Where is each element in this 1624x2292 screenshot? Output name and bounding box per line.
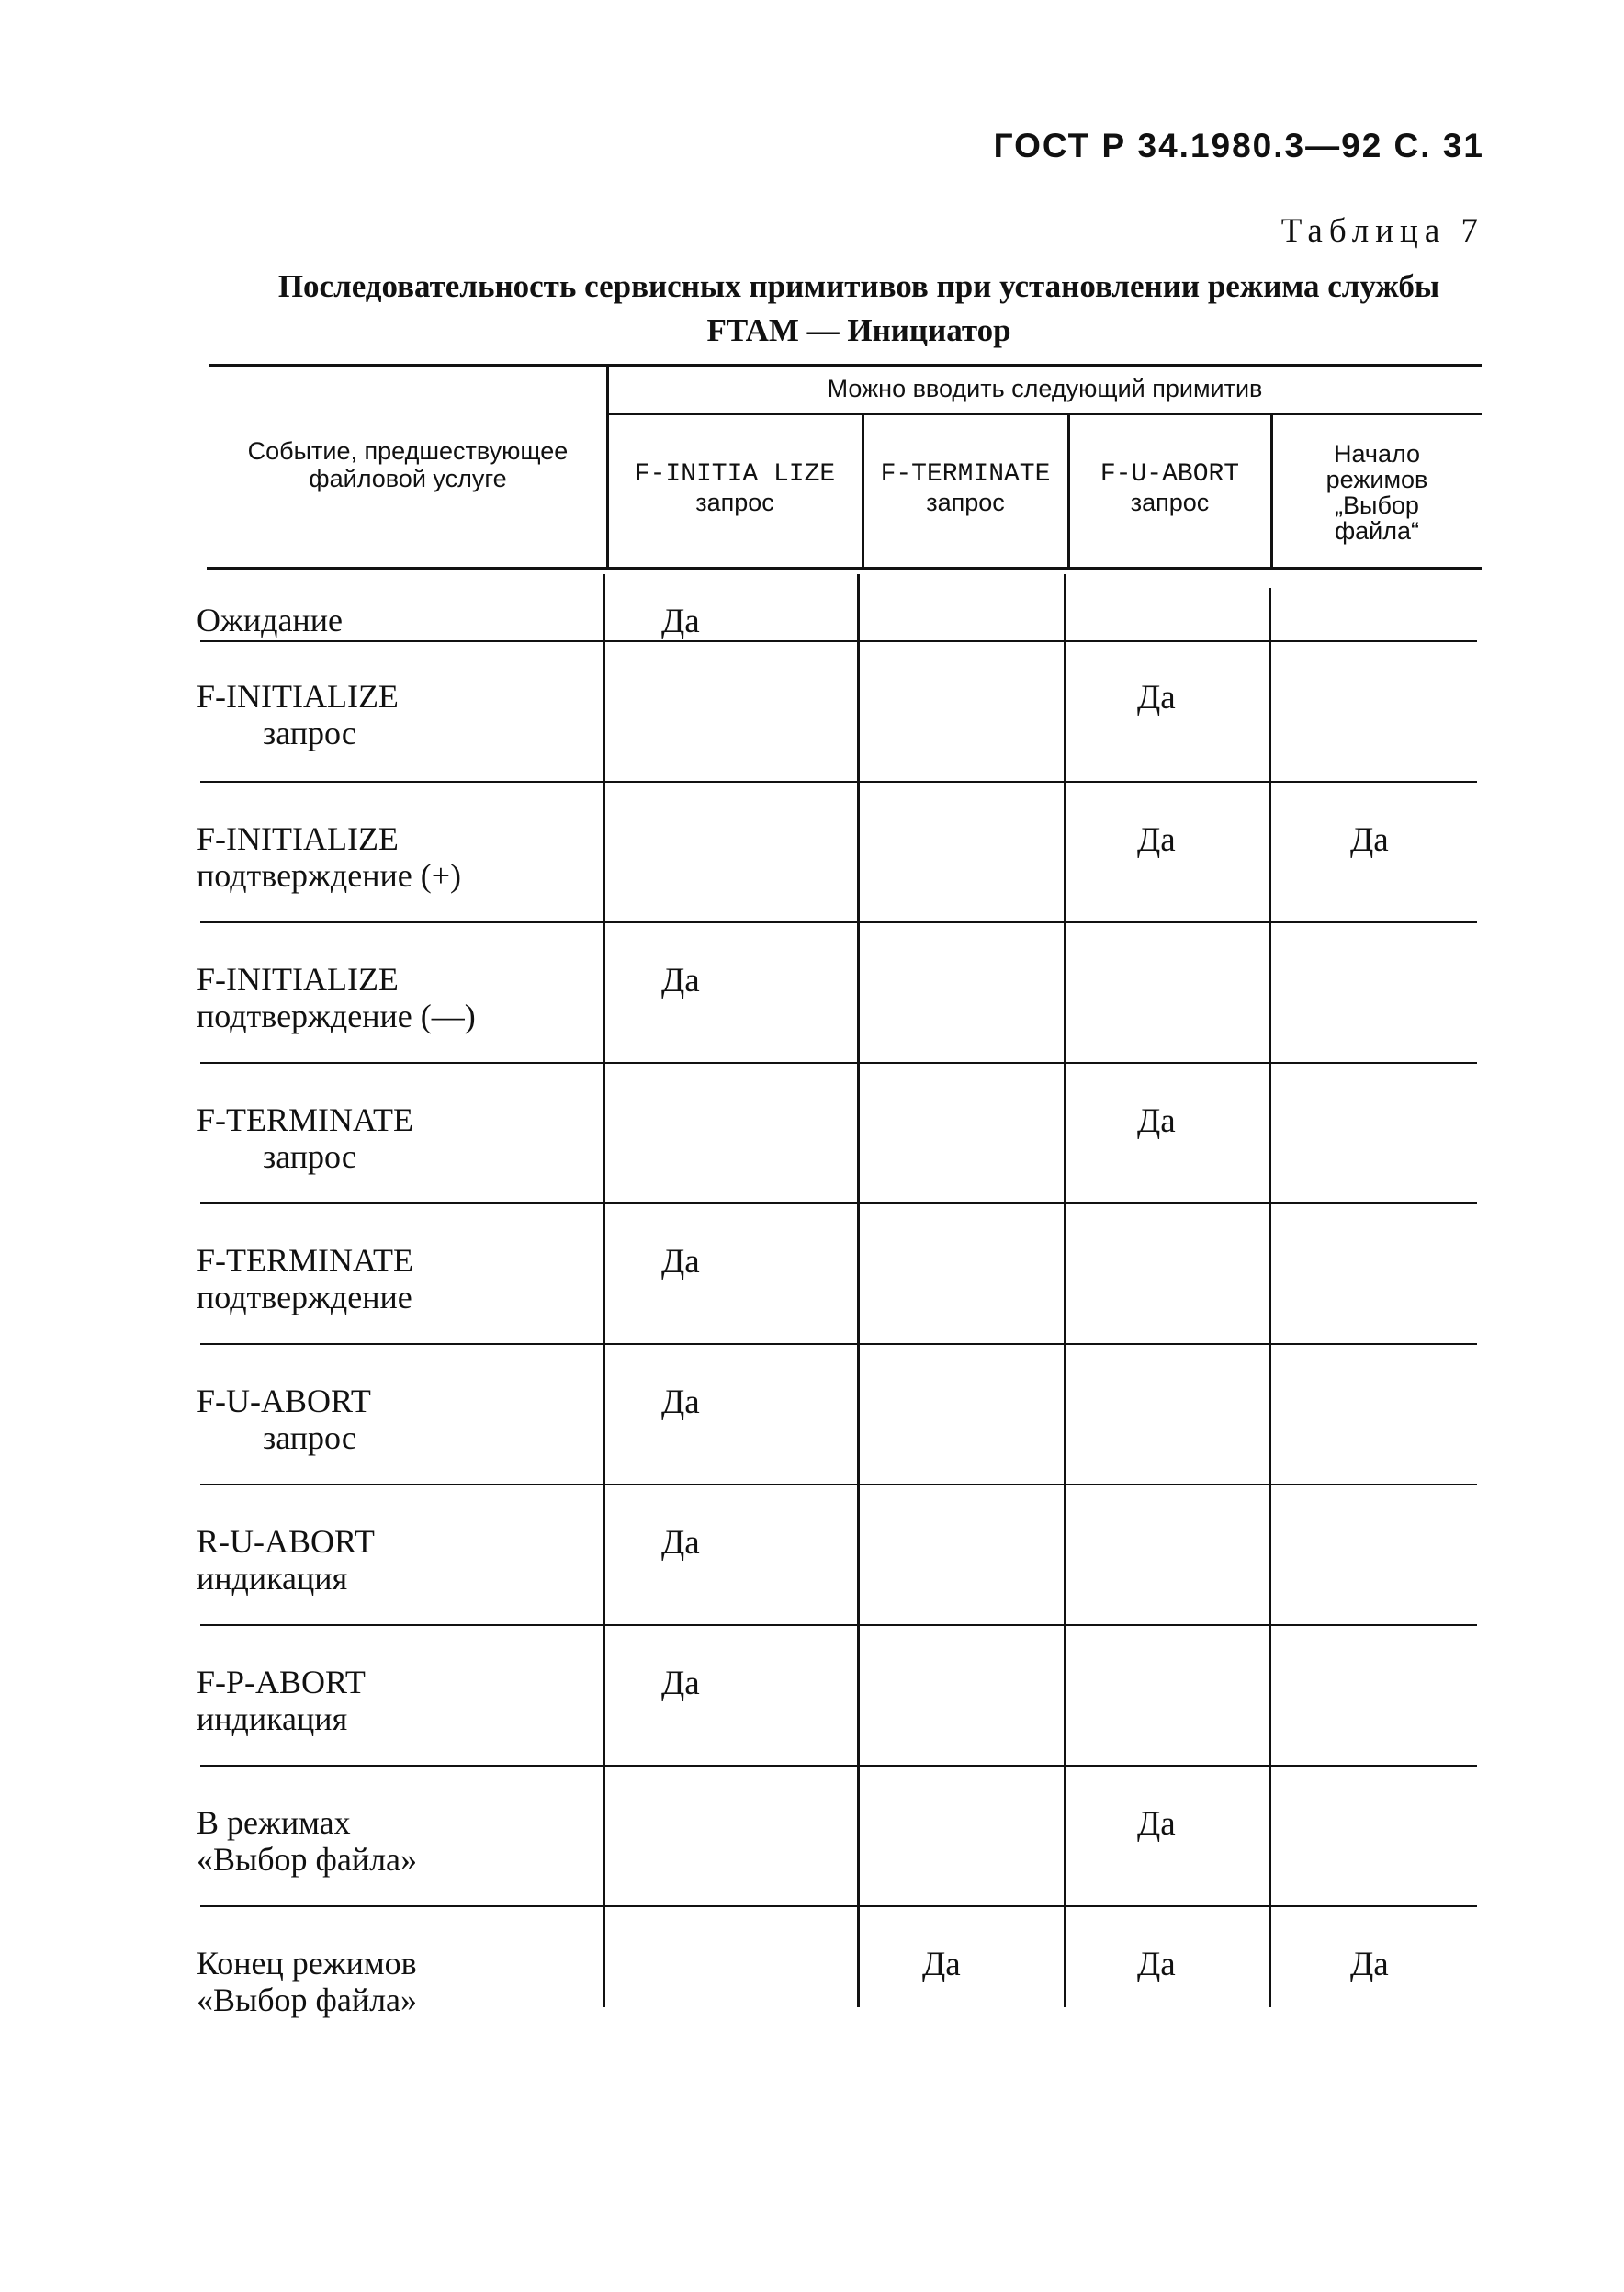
cell-yes: Да xyxy=(1137,679,1176,717)
event-label-line1: F-TERMINATE xyxy=(197,1242,413,1279)
event-label-line2: подтверждение (—) xyxy=(197,998,476,1034)
row-separator xyxy=(200,1062,1477,1064)
table-top-rule xyxy=(209,364,1482,367)
table-title xyxy=(216,265,1502,353)
cell-yes: Да xyxy=(661,1524,700,1562)
event-label-line1: F-INITIALIZE xyxy=(197,678,399,715)
cell-yes: Да xyxy=(661,962,700,999)
event-label-line2: подтверждение (+) xyxy=(197,857,461,894)
table-title-line1: Последовательность сервисных примитивов при установлении режима службы xyxy=(277,268,1440,304)
row-separator xyxy=(200,1484,1477,1485)
column-divider xyxy=(603,574,605,2007)
event-label-line2: подтверждение xyxy=(197,1279,412,1315)
row-separator xyxy=(200,1765,1477,1767)
event-label-line2: индикация xyxy=(197,1700,348,1737)
cell-yes: Да xyxy=(1137,1946,1176,1983)
event-label-line1: F-TERMINATE xyxy=(197,1101,413,1138)
event-label xyxy=(197,961,476,1034)
cell-yes: Да xyxy=(661,1243,700,1281)
event-label-line2: запрос xyxy=(263,1419,356,1456)
event-label-line2: запрос xyxy=(263,1138,356,1175)
group-header: Можно вводить следующий примитив xyxy=(827,375,1263,402)
table-title-line2: FTAM — Инициатор xyxy=(706,312,1011,348)
column-header-u-abort: F-U-ABORT запрос xyxy=(1100,460,1240,516)
table-caption: Таблица 7 xyxy=(1280,212,1484,250)
cell-yes: Да xyxy=(661,1665,700,1702)
event-label xyxy=(197,678,399,751)
cell-yes: Да xyxy=(1137,1102,1176,1140)
group-header-rule xyxy=(608,413,1482,415)
column-divider xyxy=(857,574,860,2007)
event-label xyxy=(197,602,343,638)
event-label xyxy=(197,1383,371,1456)
cell-yes: Да xyxy=(661,603,700,640)
row-separator xyxy=(200,1202,1477,1204)
column-header-initialize: F-INITIA LIZE запрос xyxy=(634,460,836,516)
header-bottom-rule xyxy=(207,567,1482,570)
row-separator xyxy=(200,1624,1477,1626)
column-header-file-selection-start: Начало режимов „Выбор файла“ xyxy=(1325,440,1428,545)
cell-yes: Да xyxy=(1137,1805,1176,1843)
event-label-line1: Конец режимов xyxy=(197,1945,417,1982)
event-label-line2: «Выбор файла» xyxy=(197,1841,418,1878)
event-label xyxy=(197,1242,413,1315)
cell-yes: Да xyxy=(1350,1946,1389,1983)
event-label xyxy=(197,1101,413,1175)
cell-yes: Да xyxy=(1137,821,1176,859)
column-header-terminate: F-TERMINATE запрос xyxy=(880,460,1051,516)
event-label-line1: R-U-ABORT xyxy=(197,1523,375,1560)
event-label-line1: F-P-ABORT xyxy=(197,1664,366,1700)
row-separator xyxy=(200,640,1477,642)
event-label-line1: F-INITIALIZE xyxy=(197,820,399,857)
event-label xyxy=(197,1664,366,1737)
cell-yes: Да xyxy=(661,1383,700,1421)
event-label-line2: «Выбор файла» xyxy=(197,1982,418,2018)
event-column-header: Событие, предшествующее файловой услуге xyxy=(247,437,569,492)
event-label-line1: Ожидание xyxy=(197,602,343,638)
event-label xyxy=(197,1945,417,2018)
row-separator xyxy=(200,921,1477,923)
column-divider xyxy=(1064,574,1066,2007)
page-header: ГОСТ Р 34.1980.3—92 С. 31 xyxy=(993,127,1484,164)
cell-yes: Да xyxy=(1350,821,1389,859)
event-label-line1: В режимах xyxy=(197,1804,351,1841)
row-separator xyxy=(200,1343,1477,1345)
cell-yes: Да xyxy=(922,1946,961,1983)
event-label-line2: индикация xyxy=(197,1560,348,1597)
event-label-line1: F-U-ABORT xyxy=(197,1383,371,1419)
event-label-line1: F-INITIALIZE xyxy=(197,961,399,998)
event-label xyxy=(197,1523,375,1597)
column-divider xyxy=(1269,588,1271,2007)
row-separator xyxy=(200,781,1477,783)
event-label-line2: запрос xyxy=(263,715,356,751)
event-label xyxy=(197,1804,417,1878)
event-label xyxy=(197,820,461,894)
row-separator xyxy=(200,1905,1477,1907)
